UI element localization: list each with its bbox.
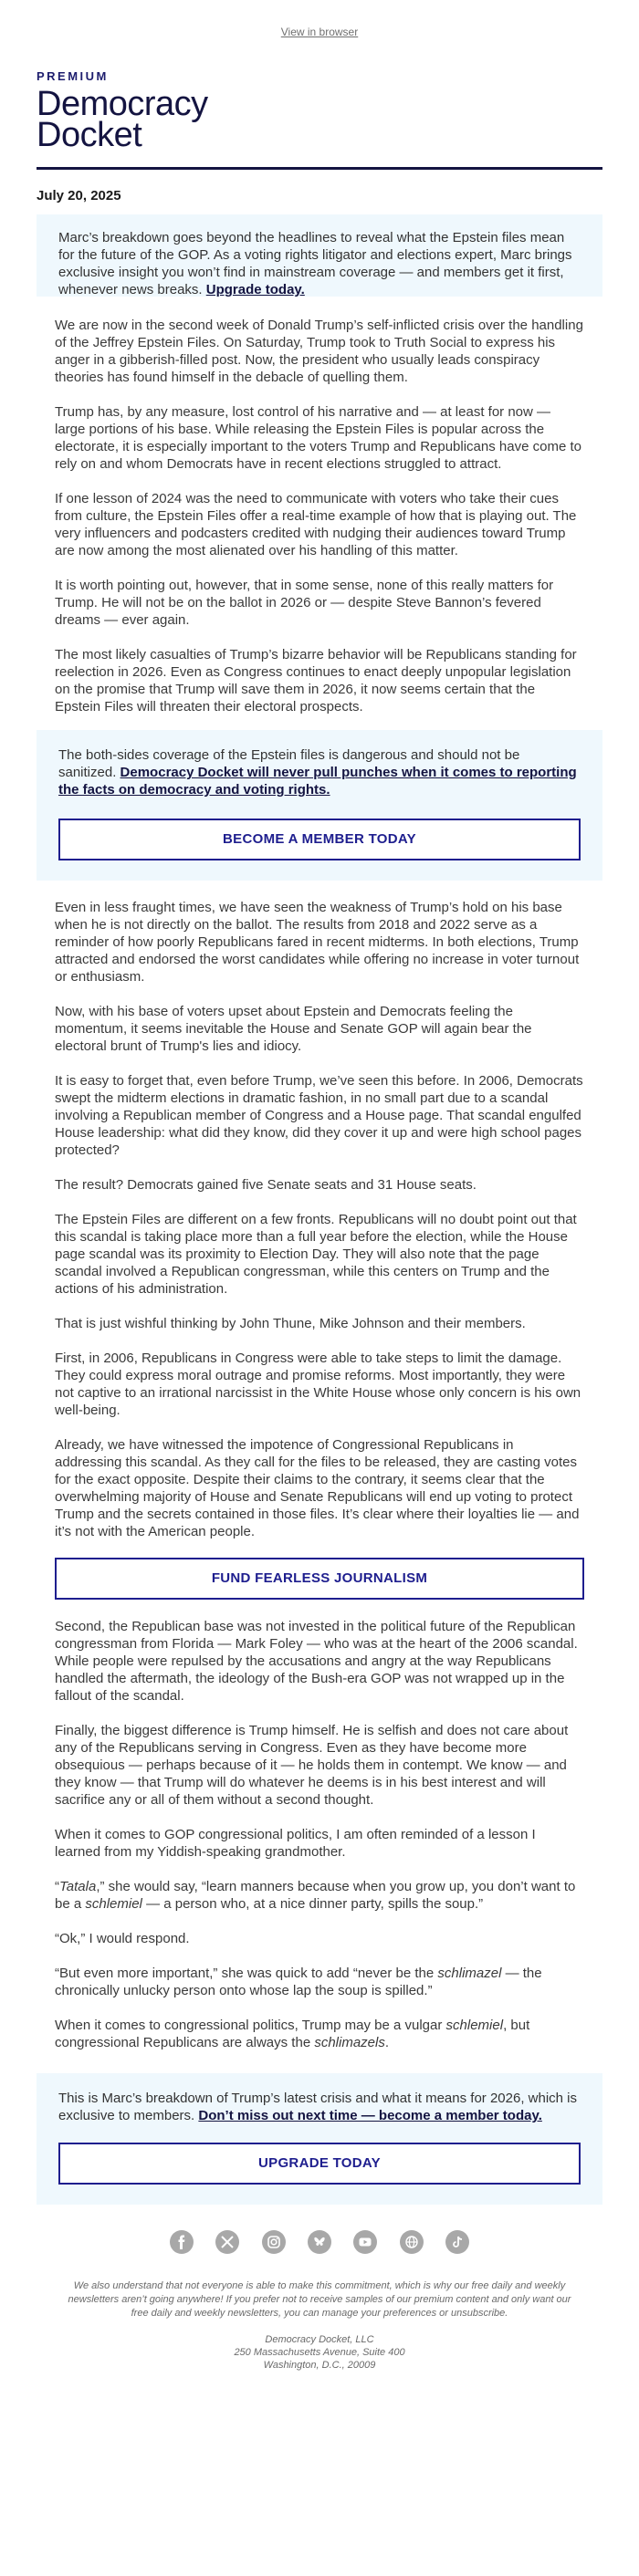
quote-paragraph: “Tatala,” she would say, “learn manners because when you grow up, you don’t want to be a schlemiel — a person who, at a nice dinner party, spills the soup.” <box>55 1879 576 1912</box>
instagram-icon[interactable] <box>262 2230 286 2254</box>
article-paragraph: The result? Democrats gained five Senate seats and 31 House seats. <box>55 1177 477 1193</box>
become-member-button[interactable]: BECOME A MEMBER TODAY <box>58 819 581 860</box>
upgrade-today-link[interactable]: Upgrade today. <box>205 282 305 297</box>
article-section-2 <box>37 899 602 1540</box>
article-paragraph: Even in less fraught times, we have seen the weakness of Trump’s hold on his base when he is not directly on the ballot. The results from 2018 and 2022 serve as a reminder of how poorly Republicans fared in recent midterms. In both elections, Trump attracted and endorsed the worst candidates while offering no increase in voter turnout or enthusiasm. <box>55 900 580 985</box>
mailing-address <box>37 2333 602 2372</box>
intro-callout <box>37 214 602 297</box>
logo-line-2: Docket <box>37 116 142 154</box>
article-paragraph: That is just wishful thinking by John Thune, Mike Johnson and their members. <box>55 1316 526 1331</box>
address-line: Democracy Docket, LLC <box>265 2334 374 2345</box>
article-paragraph: First, in 2006, Republicans in Congress were able to take steps to limit the damage. They could express moral outrage and promise reforms. Most importantly, they were not captive to an irrational narcissist in the White House whose only concern is his own well-being. <box>55 1351 581 1418</box>
header-divider <box>37 167 602 170</box>
promo-facts-link[interactable]: Democracy Docket will never pull punches when it comes to reporting the facts on democracy and voting rights. <box>58 765 577 798</box>
intro-text: Marc’s breakdown goes beyond the headlines to reveal what the Epstein files mean for the future of the GOP. As a voting rights litigator and elections expert, Marc brings exclusive insight you won’t find in mainstream coverage — and members get it first, whenever news breaks. Upgrade today. <box>58 230 572 297</box>
article-paragraph: When it comes to GOP congressional politics, I am often reminded of a lesson I learned from my Yiddish-speaking grandmother. <box>55 1827 536 1860</box>
facebook-icon[interactable] <box>170 2230 194 2254</box>
article-paragraph: Second, the Republican base was not invested in the political future of the Republican congressman from Florida — Mark Foley — who was at the heart of the 2006 scandal. While people were repulsed by the accusations and angry at the way Republicans handled the aftermath, the ideology of the Bush-era GOP was not wrapped up in the fallout of the scandal. <box>55 1619 578 1704</box>
quote-paragraph: “But even more important,” she was quick to add “never be the schlimazel — the chronically unlucky person onto whose lap the soup is spilled.” <box>55 1966 542 1998</box>
article-paragraph: The most likely casualties of Trump’s bizarre behavior will be Republicans standing for reelection in 2026. Even as Congress continues to enact deeply unpopular legislation on the promise that Trump will save them in 2026, it now seems certain that the Epstein Files will threaten their electoral prospects. <box>55 647 577 714</box>
article-paragraph: We are now in the second week of Donald Trump’s self-inflicted crisis over the handling of the Jeffrey Epstein Files. On Saturday, Trump took to Truth Social to express his anger in a gibberish-filled post. Now, the president who usually leads conspiracy theories has found himself in the debacle of quelling them. <box>55 318 583 385</box>
article-section-3 <box>37 1618 602 2051</box>
youtube-icon[interactable] <box>353 2230 377 2254</box>
upgrade-today-button[interactable]: UPGRADE TODAY <box>58 2143 581 2185</box>
upgrade-promo <box>37 2073 602 2205</box>
democracy-docket-logo[interactable] <box>37 85 602 154</box>
view-in-browser-link[interactable]: View in browser <box>280 26 359 38</box>
article-paragraph: The Epstein Files are different on a few fronts. Republicans will no doubt point out that this scandal is taking place more than a full year before the election, while the House page scandal was its proximity to Election Day. They will also note that the page scandal involved a Republican congressman, while this centers on Trump and the actions of his administration. <box>55 1212 577 1297</box>
article-paragraph: If one lesson of 2024 was the need to communicate with voters who take their cues from culture, the Epstein Files offer a real-time example of how that is playing out. The very influencers and podcasters credited with nudging their audiences toward Trump are now among the most alienated over his handling of this matter. <box>55 491 577 558</box>
publish-date: July 20, 2025 <box>37 188 121 203</box>
address-line: 250 Massachusetts Avenue, Suite 400 <box>234 2347 405 2358</box>
x-icon[interactable] <box>215 2230 239 2254</box>
article-section-1 <box>37 317 602 715</box>
article-paragraph: It is worth pointing out, however, that in some sense, none of this really matters for Trump. He will not be on the ballot in 2026 or — despite Steve Bannon’s fevered dreams — ever again. <box>55 578 554 628</box>
promo-text: This is Marc’s breakdown of Trump’s latest crisis and what it means for 2026, which is exclusive to members. Don’t miss out next time — become a member today. <box>58 2091 578 2123</box>
promo-text: The both-sides coverage of the Epstein files is dangerous and should not be sanitized. Democracy Docket will never pull punches when it comes to reporting the facts on democracy and voting rights. <box>58 747 577 798</box>
article-paragraph: Now, with his base of voters upset about Epstein and Democrats feeling the momentum, it seems inevitable the House and Senate GOP will again bear the electoral brunt of Trump's lies and idiocy. <box>55 1004 532 1054</box>
article-paragraph: It is easy to forget that, even before Trump, we’ve seen this before. In 2006, Democrats swept the midterm elections in dramatic fashion, in no small part due to a scandal involving a Republican member of Congress and a House page. That scandal engulfed House leadership: what did they know, did they cover it up and were high school pages protected? <box>55 1073 583 1158</box>
footer-note: We also understand that not everyone is able to make this commitment, which is why our free daily and weekly newsletters aren’t going anywhere! If you prefer not to receive samples of our premium content and only want our free daily and weekly newsletters, you can manage your preferences or unsubscribe. <box>68 2280 571 2319</box>
address-line: Washington, D.C., 20009 <box>263 2360 376 2371</box>
become-member-link[interactable]: Don’t miss out next time — become a member today. <box>198 2108 542 2123</box>
membership-promo <box>37 730 602 881</box>
logo-line-1: Democracy <box>37 85 208 123</box>
bluesky-icon[interactable] <box>308 2230 331 2254</box>
quote-paragraph: “Ok,” I would respond. <box>55 1931 190 1946</box>
tiktok-icon[interactable] <box>445 2230 469 2254</box>
fund-journalism-button[interactable]: FUND FEARLESS JOURNALISM <box>55 1558 584 1600</box>
article-paragraph: Trump has, by any measure, lost control of his narrative and — at least for now — large portions of his base. While releasing the Epstein Files is popular across the electorate, it is especially important to the voters Trump and Republicans have come to rely on and whom Democrats have in recent elections struggled to attract. <box>55 404 581 472</box>
website-icon[interactable] <box>400 2230 424 2254</box>
brand-header <box>37 69 602 170</box>
premium-label: PREMIUM <box>37 69 109 83</box>
closing-paragraph: When it comes to congressional politics, Trump may be a vulgar schlemiel, but congressional Republicans are always the schlimazels. <box>55 2018 530 2050</box>
email-body <box>37 0 602 2372</box>
article-paragraph: Already, we have witnessed the impotence of Congressional Republicans in addressing this scandal. As they call for the files to be released, they are casting votes for the exact opposite. Despite their claims to the contrary, it seems clear that the overwhelming majority of House and Senate Republicans will end up voting to protect Trump and the secrets contained in those files. It’s clear where their loyalties lie — and it’s not with the American people. <box>55 1437 580 1539</box>
social-links <box>37 2230 602 2254</box>
article-paragraph: Finally, the biggest difference is Trump himself. He is selfish and does not care about any of the Republicans serving in Congress. Even as they have become more obsequious — perhaps because of it — he holds them in contempt. We know — and they know — that Trump will do whatever he deems is in his best interest and will sacrifice any or all of them without a second thought. <box>55 1723 569 1808</box>
